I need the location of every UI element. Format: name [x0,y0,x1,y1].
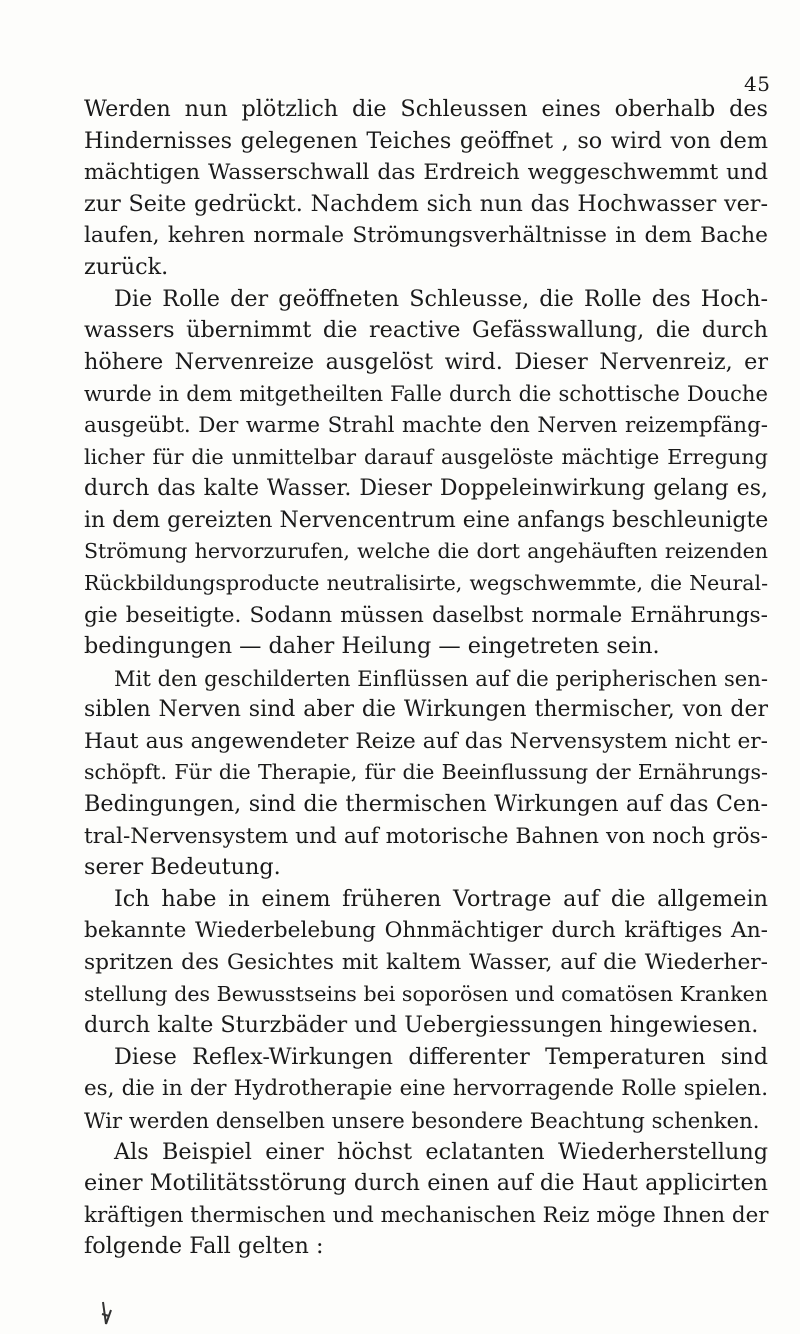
text-line: bekannte Wiederbelebung Ohnmächtiger durch kräftiges An- [84,918,768,944]
text-line: Haut aus angewendeter Reize auf das Nervensystem nicht er- [84,728,768,754]
page-number: 45 [744,72,771,96]
text-line: laufen, kehren normale Strömungsverhältnisse in dem Bache [84,223,768,249]
text-line: tral-Nervensystem und auf motorische Bahnen von noch grös- [84,823,768,849]
text-line: in dem gereizten Nervencentrum eine anfangs beschleunigte [84,507,769,533]
text-line: licher für die unmittelbar darauf ausgelöste mächtige Erregung [84,444,768,469]
text-line: durch kalte Sturzbäder und Uebergiessungen hingewiesen. [84,1012,759,1039]
text-line: stellung des Bewusstseins bei soporösen und comatösen Kranken [84,981,768,1006]
text-line: Werden nun plötzlich die Schleussen eines oberhalb des [84,96,768,122]
ink-mark [100,1300,114,1326]
text-line: Diese Reflex-Wirkungen differenter Temperaturen sind [114,1043,768,1070]
text-line: siblen Nerven sind aber die Wirkungen thermischer, von der [84,697,768,723]
text-line: schöpft. Für die Therapie, für die Beeinflussung der Ernährungs- [84,760,768,785]
text-line: Strömung hervorzurufen, welche die dort angehäuften reizenden [84,539,768,564]
text-line: Die Rolle der geöffneten Schleusse, die Rolle des Hoch- [114,285,768,312]
text-line: serer Bedeutung. [84,854,281,881]
text-line: Mit den geschilderten Einflüssen auf die peripherischen sen- [114,665,768,691]
text-line: bedingungen — daher Heilung — eingetreten sein. [84,633,660,660]
text-line: ausgeübt. Der warme Strahl machte den Nerven reizempfäng- [84,412,768,438]
text-line: Hindernisses gelegenen Teiches geöffnet , so wird von dem [84,127,768,154]
text-line: folgende Fall gelten : [84,1233,324,1260]
text-line: Rückbildungsproducte neutralisirte, wegschwemmte, die Neural- [84,570,768,595]
text-line: einer Motilitätsstörung durch einen auf die Haut applicirten [84,1170,768,1197]
text-line: wurde in dem mitgetheilten Falle durch die schottische Douche [84,381,768,407]
text-line: zur Seite gedrückt. Nachdem sich nun das Hochwasser ver- [84,190,768,217]
text-line: höhere Nervenreize ausgelöst wird. Dieser Nervenreiz, er [84,348,768,375]
text-line: Wir werden denselben unsere besondere Beachtung schenken. [84,1108,760,1133]
text-line: gie beseitigte. Sodann müssen daselbst normale Ernährungs- [84,602,768,628]
text-line: wassers übernimmt die reactive Gefässwallung, die durch [84,317,768,344]
text-line: Als Beispiel einer höchst eclatanten Wiederherstellung [114,1138,768,1165]
body-text [84,94,768,1263]
text-line: es, die in der Hydrotherapie eine hervorragende Rolle spielen. [84,1076,768,1102]
text-line: Bedingungen, sind die thermischen Wirkungen auf das Cen- [84,791,768,818]
text-line: durch das kalte Wasser. Dieser Doppeleinwirkung gelang es, [84,476,768,502]
text-line: spritzen des Gesichtes mit kaltem Wasser, auf die Wiederher- [84,950,768,976]
text-line: zurück. [84,253,169,280]
text-line: Ich habe in einem früheren Vortrage auf die allgemein [114,885,768,912]
text-line: mächtigen Wasserschwall das Erdreich weggeschwemmt und [84,160,768,186]
text-line: kräftigen thermischen und mechanischen Reiz möge Ihnen der [84,1202,769,1228]
